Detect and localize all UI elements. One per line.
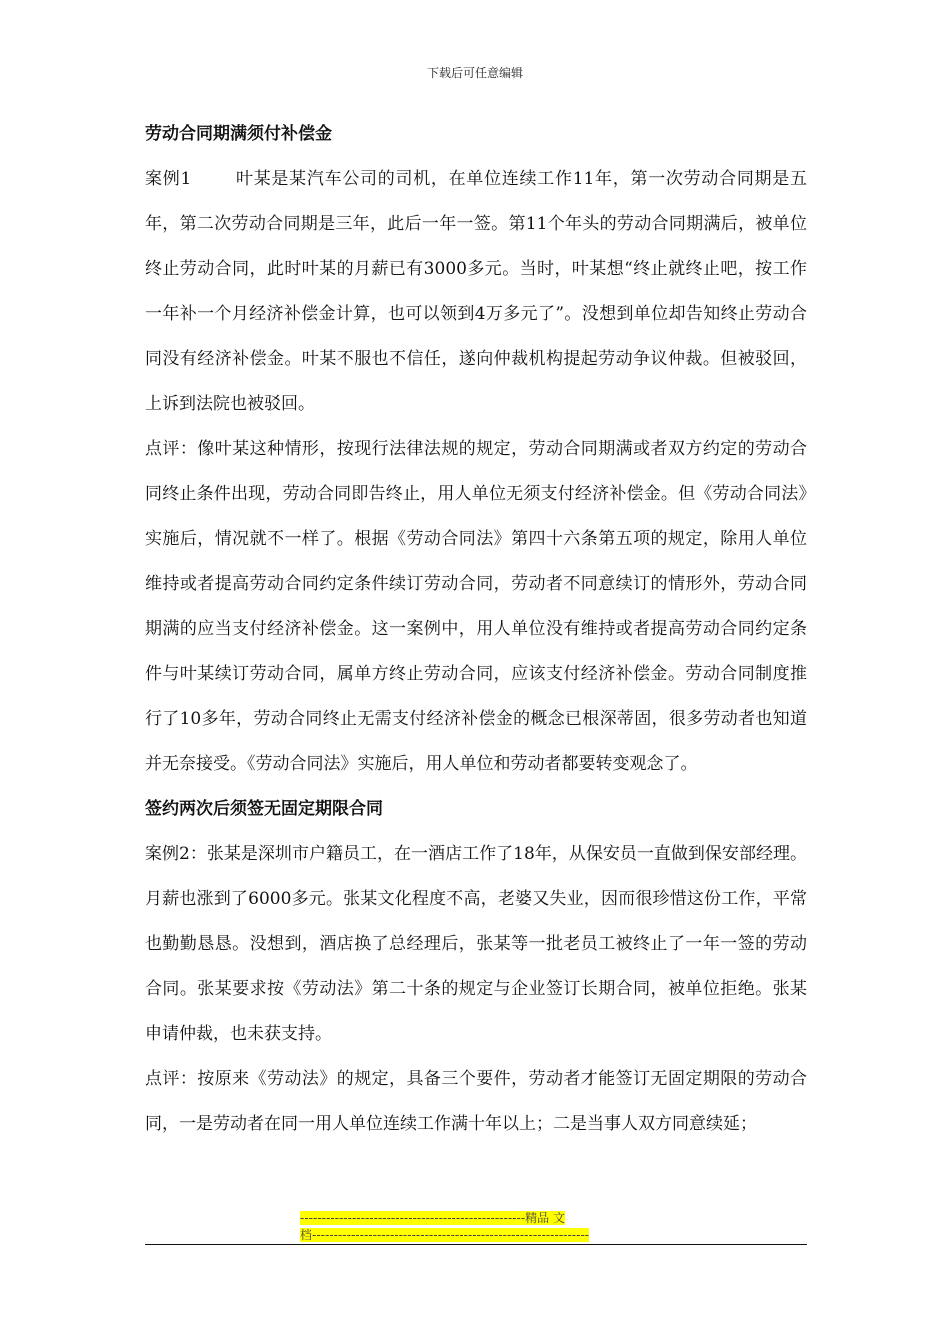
footer-line-2: 档---------------------------------------------------------------- [300, 1228, 590, 1242]
case-1-label: 案例1 [145, 169, 192, 189]
footer-divider [145, 1244, 807, 1245]
page-header: 下载后可任意编辑 [426, 66, 523, 80]
case-1-text: 叶某是某汽车公司的司机，在单位连续工作11年，第一次劳动合同期是五年，第二次劳动合同期是三年，此后一年一签。第11个年头的劳动合同期满后，被单位终止劳动合同，此时叶某的月薪已有3000多元。当时，叶某想“终止就终止吧，按工作一年补一个月经济补偿金计算，也可以领到4万多元了”。没想到单位却告知终止劳动合同没有经济补偿金。叶某不服也不信任，遂向仲裁机构提起劳动争议仲裁。但被驳回，上诉到法院也被驳回。 [145, 169, 807, 414]
case-2-comment: 点评：按原来《劳动法》的规定，具备三个要件，劳动者才能签订无固定期限的劳动合同，一是劳动者在同一用人单位连续工作满十年以上；二是当事人双方同意续延； [145, 1069, 807, 1134]
page-footer-watermark [300, 1210, 648, 1244]
footer-line-1: ----------------------------------------------------精品 文 [300, 1211, 565, 1225]
section-heading-contract-expiry: 劳动合同期满须付补偿金 [145, 124, 332, 144]
document-body [145, 112, 807, 1147]
section-heading-open-ended-contract: 签约两次后须签无固定期限合同 [145, 799, 383, 819]
case-1-comment: 点评：像叶某这种情形，按现行法律法规的规定，劳动合同期满或者双方约定的劳动合同终止条件出现，劳动合同即告终止，用人单位无须支付经济补偿金。但《劳动合同法》实施后，情况就不一样了。根据《劳动合同法》第四十六条第五项的规定，除用人单位维持或者提高劳动合同约定条件续订劳动合同，劳动者不同意续订的情形外，劳动合同期满的应当支付经济补偿金。这一案例中，用人单位没有维持或者提高劳动合同约定条件与叶某续订劳动合同，属单方终止劳动合同，应该支付经济补偿金。劳动合同制度推行了10多年，劳动合同终止无需支付经济补偿金的概念已根深蒂固，很多劳动者也知道并无奈接受。《劳动合同法》实施后，用人单位和劳动者都要转变观念了。 [145, 439, 807, 774]
case-2-paragraph: 案例2：张某是深圳市户籍员工，在一酒店工作了18年，从保安员一直做到保安部经理。月薪也涨到了6000多元。张某文化程度不高，老婆又失业，因而很珍惜这份工作，平常也勤勤恳恳。没想到，酒店换了总经理后，张某等一批老员工被终止了一年一签的劳动合同。张某要求按《劳动法》第二十条的规定与企业签订长期合同，被单位拒绝。张某申请仲裁，也未获支持。 [145, 844, 807, 1044]
case-1-paragraph [145, 157, 807, 427]
